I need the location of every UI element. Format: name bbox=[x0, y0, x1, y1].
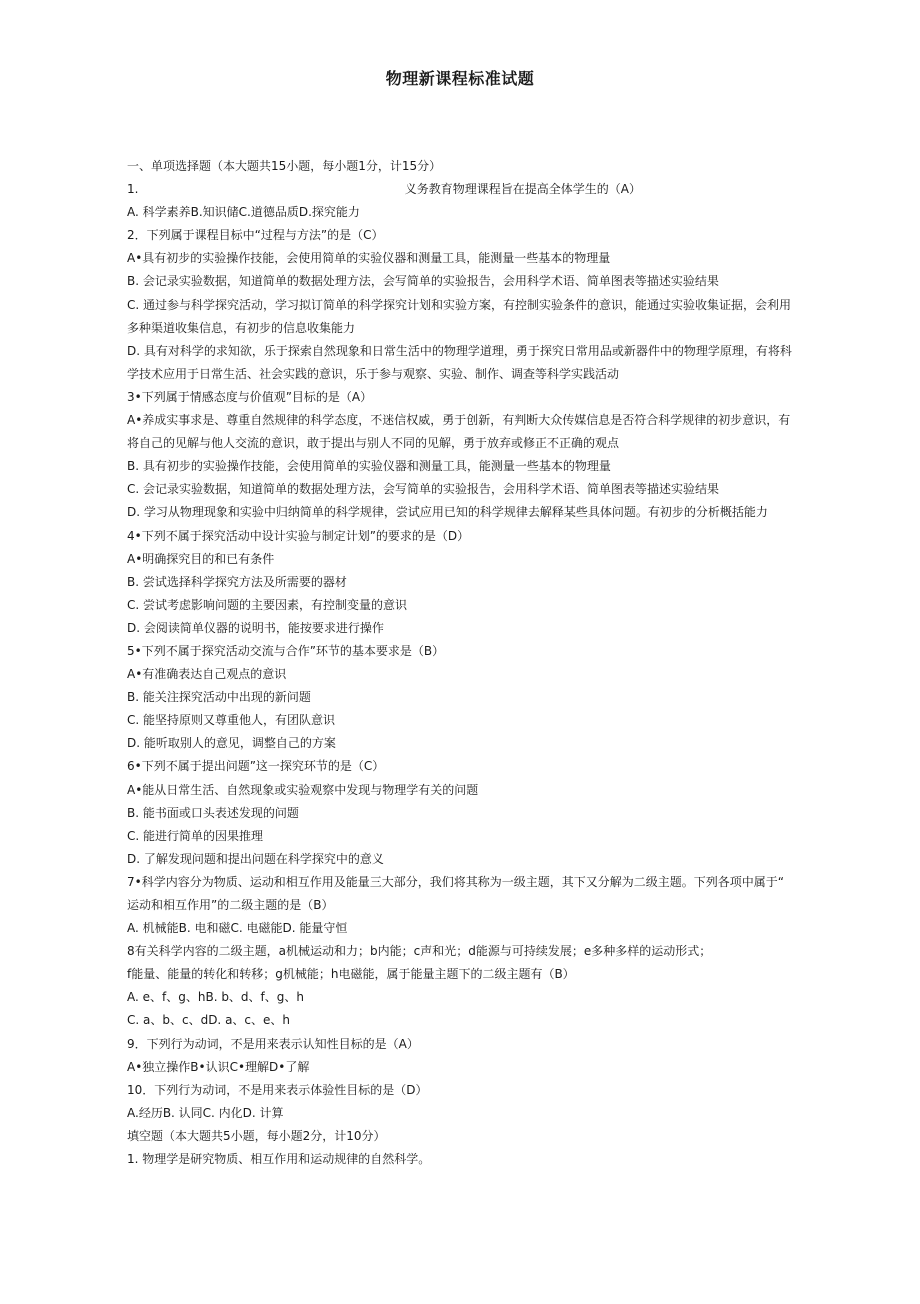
text-line: A•养成实事求是、尊重自然规律的科学态度，不迷信权威，勇于创新，有判断大众传媒信息是否符合科学规律的初步意识，有 bbox=[127, 413, 791, 428]
exam-content bbox=[127, 156, 827, 1172]
text-line: B. 能关注探究活动中出现的新问题 bbox=[127, 690, 311, 705]
text-line: A•独立操作B•认识C•理解D•了解 bbox=[127, 1059, 310, 1074]
text-line: 6•下列不属于提出问题”这一探究环节的是（C） bbox=[127, 759, 385, 774]
text-line: A•具有初步的实验操作技能，会使用简单的实验仪器和测量工具，能测量一些基本的物理量 bbox=[127, 251, 611, 266]
text-line: B. 会记录实验数据，知道简单的数据处理方法，会写简单的实验报告，会用科学术语、简单图表等描述实验结果 bbox=[127, 274, 719, 289]
text-line: 3•下列属于情感态度与价值观”目标的是（A） bbox=[127, 389, 373, 404]
page-title: 物理新课程标准试题 bbox=[385, 69, 535, 88]
question-1-text: 义务教育物理课程旨在提高全体学生的（A） bbox=[404, 182, 641, 197]
text-line: 10．下列行为动词，不是用来表示体验性目标的是（D） bbox=[127, 1082, 428, 1097]
text-line: 1. 物理学是研究物质、相互作用和运动规律的自然科学。 bbox=[127, 1152, 431, 1167]
question-1-number: 1. bbox=[127, 182, 139, 197]
text-line: D. 了解发现问题和提出问题在科学探究中的意义 bbox=[127, 851, 384, 866]
section-heading: 一、单项选择题（本大题共15小题，每小题1分，计15分） bbox=[127, 159, 442, 173]
text-line: D. 具有对科学的求知欲，乐于探索自然现象和日常生活中的物理学道理，勇于探究日常用品或新器件中的物理学原理，有将科 bbox=[127, 343, 792, 358]
text-line: A•能从日常生活、自然现象或实验观察中发现与物理学有关的问题 bbox=[127, 782, 479, 797]
text-line: D. 能听取别人的意见，调整自己的方案 bbox=[127, 736, 336, 751]
text-line: C. 通过参与科学探究活动，学习拟订简单的科学探究计划和实验方案，有控制实验条件的意识，能通过实验收集证据，会利用 bbox=[127, 297, 792, 312]
text-line: C. 能进行简单的因果推理 bbox=[127, 828, 264, 843]
text-line: A.经历B. 认同C. 内化D. 计算 bbox=[127, 1105, 284, 1120]
text-line: A. e、f、g、hB. b、d、f、g、h bbox=[127, 990, 305, 1005]
text-line: C. 尝试考虑影响问题的主要因素，有控制变量的意识 bbox=[127, 597, 408, 612]
text-line: 9．下列行为动词，不是用来表示认知性目标的是（A） bbox=[127, 1036, 419, 1051]
text-line: 运动和相互作用”的二级主题的是（B） bbox=[127, 898, 334, 912]
text-line: f能量、能量的转化和转移；g机械能；h电磁能，属于能量主题下的二级主题有（B） bbox=[127, 967, 575, 982]
text-line: C. a、b、c、dD. a、c、e、h bbox=[127, 1013, 291, 1028]
text-lines bbox=[127, 202, 827, 1169]
text-line: D. 会阅读简单仪器的说明书，能按要求进行操作 bbox=[127, 620, 384, 635]
text-line: D. 学习从物理现象和实验中归纳简单的科学规律，尝试应用已知的科学规律去解释某些具体问题。有初步的分析概括能力 bbox=[127, 505, 768, 520]
text-line: 7•科学内容分为物质、运动和相互作用及能量三大部分，我们将其称为一级主题，其下又分解为二级主题。下列各项中属于“ bbox=[127, 874, 784, 889]
text-line: B. 具有初步的实验操作技能，会使用简单的实验仪器和测量工具，能测量一些基本的物理量 bbox=[127, 459, 611, 474]
text-line: 填空题（本大题共5小题，每小题2分，计10分） bbox=[127, 1128, 386, 1143]
text-line: A•有准确表达自己观点的意识 bbox=[127, 667, 287, 682]
text-line: 多种渠道收集信息，有初步的信息收集能力 bbox=[127, 320, 356, 335]
text-line: 学技术应用于日常生活、社会实践的意识，乐于参与观察、实验、制作、调查等科学实践活动 bbox=[127, 366, 620, 381]
text-line: B. 能书面或口头表述发现的问题 bbox=[127, 805, 299, 820]
text-line: A. 科学素养B.知识储C.道德品质D.探究能力 bbox=[127, 205, 360, 220]
text-line: C. 会记录实验数据，知道简单的数据处理方法，会写简单的实验报告，会用科学术语、简单图表等描述实验结果 bbox=[127, 482, 720, 497]
question-1 bbox=[127, 179, 641, 199]
text-line: 5•下列不属于探究活动交流与合作”环节的基本要求是（B） bbox=[127, 643, 445, 658]
text-line: 4•下列不属于探究活动中设计实验与制定计划”的要求的是（D） bbox=[127, 528, 470, 543]
text-line: B. 尝试选择科学探究方法及所需要的器材 bbox=[127, 574, 347, 589]
text-line: A. 机械能B. 电和磁C. 电磁能D. 能量守恒 bbox=[127, 921, 348, 936]
text-line: 8有关科学内容的二级主题，a机械运动和力；b内能；c声和光；d能源与可持续发展；e多种多样的运动形式； bbox=[127, 944, 712, 959]
text-line: 2．下列属于课程目标中“过程与方法”的是（C） bbox=[127, 228, 384, 243]
text-line: 将自己的见解与他人交流的意识，敢于提出与别人不同的见解，勇于放弃或修正不正确的观点 bbox=[127, 436, 620, 451]
text-line: A•明确探究目的和已有条件 bbox=[127, 551, 275, 566]
text-line: C. 能坚持原则又尊重他人，有团队意识 bbox=[127, 713, 336, 728]
